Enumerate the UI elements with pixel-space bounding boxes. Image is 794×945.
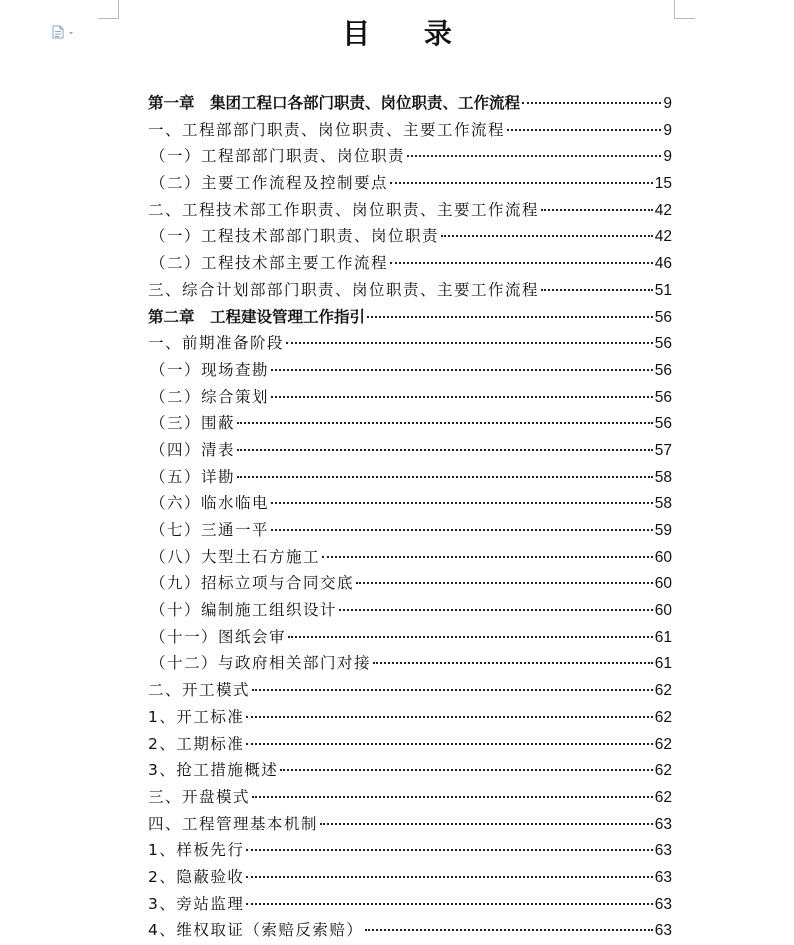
- toc-dot-leader: [271, 396, 653, 398]
- toc-entry[interactable]: [148, 277, 672, 304]
- toc-entry[interactable]: [148, 250, 672, 277]
- toc-entry-title: （五）详勘: [150, 467, 236, 486]
- toc-dot-leader: [246, 849, 652, 851]
- toc-page-number: 60: [654, 602, 672, 620]
- toc-entry-title: （十一）图纸会审: [150, 627, 287, 646]
- toc-entry-title: 三、综合计划部部门职责、岗位职责、主要工作流程: [148, 280, 540, 299]
- toc-entry[interactable]: [148, 117, 672, 144]
- toc-dot-leader: [367, 316, 653, 318]
- toc-entry-title: （一）工程技术部部门职责、岗位职责: [150, 227, 440, 246]
- toc-entry[interactable]: [148, 650, 672, 677]
- toc-dot-leader: [541, 209, 653, 211]
- toc-page-number: 51: [654, 281, 672, 299]
- toc-entry-title: 2、工期标准: [148, 734, 245, 753]
- toc-entry-title: （六）临水临电: [150, 494, 270, 513]
- toc-entry-title: （九）招标立项与合同交底: [150, 574, 355, 593]
- toc-page-number: 62: [654, 708, 672, 726]
- toc-entry[interactable]: [148, 384, 672, 411]
- toc-dot-leader: [286, 342, 653, 344]
- toc-entry-title: 1、开工标准: [148, 707, 245, 726]
- toc-page-number: 63: [654, 895, 672, 913]
- toc-entry-title: （二）综合策划: [150, 387, 270, 406]
- toc-entry[interactable]: [148, 784, 672, 811]
- toc-entry[interactable]: [148, 437, 672, 464]
- toc-entry[interactable]: [148, 304, 672, 331]
- toc-page-number: 63: [654, 868, 672, 886]
- toc-entry-title: （二）主要工作流程及控制要点: [150, 174, 389, 193]
- toc-entry-title: 三、开盘模式: [148, 787, 251, 806]
- toc-page-number: 63: [654, 842, 672, 860]
- toc-page-number: 46: [654, 255, 672, 273]
- toc-entry[interactable]: [148, 624, 672, 651]
- toc-entry[interactable]: [148, 544, 672, 571]
- toc-page-number: 9: [663, 121, 672, 139]
- toc-entry[interactable]: [148, 570, 672, 597]
- toc-entry[interactable]: [148, 357, 672, 384]
- toc-entry-title: 一、前期准备阶段: [148, 334, 285, 353]
- toc-page-number: 56: [654, 388, 672, 406]
- toc-page-number: 9: [663, 95, 672, 112]
- toc-entry[interactable]: [148, 597, 672, 624]
- toc-entry[interactable]: [148, 891, 672, 918]
- toc-entry[interactable]: [148, 197, 672, 224]
- toc-dot-leader: [407, 155, 661, 157]
- toc-entry-title: 四、工程管理基本机制: [148, 814, 319, 833]
- toc-entry[interactable]: [148, 704, 672, 731]
- toc-page-number: 58: [654, 495, 672, 513]
- toc-entry-title: （七）三通一平: [150, 521, 270, 539]
- toc-entry-title: （二）工程技术部主要工作流程: [150, 254, 389, 273]
- toc-page-number: 59: [654, 522, 672, 539]
- toc-dot-leader: [373, 662, 653, 664]
- toc-page-number: 60: [654, 575, 672, 593]
- toc-dot-leader: [507, 129, 661, 131]
- toc-entry-title: （三）围蔽: [150, 414, 236, 433]
- toc-page-number: 61: [654, 655, 672, 673]
- toc-entry[interactable]: [148, 410, 672, 437]
- toc-page-number: 15: [654, 175, 672, 193]
- toc-entry-title: （四）清表: [150, 440, 236, 459]
- toc-entry-title: 1、样板先行: [148, 841, 245, 860]
- toc-entry[interactable]: [148, 464, 672, 491]
- toc-entry-title: 4、维权取证（索赔反索赔）: [148, 921, 364, 940]
- toc-entry-title: 第二章 工程建设管理工作指引: [148, 306, 366, 326]
- toc-entry-title: （一）工程部部门职责、岗位职责: [150, 147, 406, 166]
- toc-page-number: 62: [654, 762, 672, 780]
- toc-dot-leader: [356, 582, 653, 584]
- toc-entry[interactable]: [148, 517, 672, 544]
- toc-entry[interactable]: [148, 490, 672, 517]
- toc-dot-leader: [237, 476, 653, 478]
- toc-entry[interactable]: [148, 864, 672, 891]
- toc-page-number: 62: [654, 682, 672, 700]
- toc-page-number: 42: [654, 201, 672, 219]
- toc-page-number: 62: [654, 788, 672, 806]
- toc-entry[interactable]: [148, 223, 672, 250]
- toc-entry-title: 3、旁站监理: [148, 894, 245, 913]
- toc-page-number: 56: [654, 335, 672, 353]
- toc-dot-leader: [246, 716, 652, 718]
- toc-entry-title: （八）大型土石方施工: [150, 547, 321, 566]
- toc-entry[interactable]: [148, 811, 672, 838]
- toc-entry-title: 2、隐蔽验收: [148, 867, 245, 886]
- toc-dot-leader: [246, 903, 652, 905]
- toc-entry-title: （十）编制施工组织设计: [150, 601, 338, 620]
- toc-entry[interactable]: [148, 143, 672, 170]
- toc-page-number: 62: [654, 735, 672, 753]
- toc-dot-leader: [441, 235, 653, 237]
- toc-entry[interactable]: [148, 757, 672, 784]
- toc-dot-leader: [541, 289, 653, 291]
- toc-page-number: 9: [663, 148, 672, 166]
- toc-dot-leader: [271, 502, 653, 504]
- toc-entry-title: 第一章 集团工程口各部门职责、岗位职责、工作流程: [148, 93, 521, 112]
- toc-page-number: 56: [654, 308, 672, 326]
- toc-dot-leader: [252, 689, 653, 691]
- toc-dot-leader: [271, 369, 653, 371]
- toc-entry[interactable]: [148, 677, 672, 704]
- toc-dot-leader: [390, 262, 653, 264]
- toc-dot-leader: [280, 769, 652, 771]
- toc-dot-leader: [237, 422, 653, 424]
- toc-dot-leader: [522, 102, 661, 104]
- toc-page-number: 56: [654, 415, 672, 433]
- toc-entry-title: 3、抢工措施概述: [148, 761, 279, 780]
- toc-page-number: 57: [654, 441, 672, 459]
- toc-page-number: 58: [654, 468, 672, 486]
- toc-dot-leader: [237, 449, 653, 451]
- toc-entry[interactable]: [148, 837, 672, 864]
- toc-entry[interactable]: [148, 330, 672, 357]
- toc-entry-title: 二、开工模式: [148, 681, 251, 700]
- toc-entry[interactable]: [148, 90, 672, 117]
- toc-dot-leader: [365, 929, 652, 931]
- toc-dot-leader: [322, 556, 653, 558]
- toc-dot-leader: [390, 182, 653, 184]
- toc-dot-leader: [246, 743, 652, 745]
- toc-dot-leader: [288, 636, 653, 638]
- toc-entry[interactable]: [148, 170, 672, 197]
- toc-dot-leader: [246, 876, 652, 878]
- toc-page-number: 63: [654, 815, 672, 833]
- toc-entry-title: 一、工程部部门职责、岗位职责、主要工作流程: [148, 120, 506, 139]
- toc-page-number: 42: [654, 228, 672, 246]
- toc-page-number: 56: [654, 361, 672, 379]
- toc-entry-title: （一）现场查勘: [150, 360, 270, 379]
- toc-page-number: 61: [654, 628, 672, 646]
- toc-page-number: 60: [654, 548, 672, 566]
- page-title: 目 录: [342, 17, 474, 50]
- toc-entry[interactable]: [148, 731, 672, 758]
- toc-dot-leader: [252, 796, 653, 798]
- table-of-contents: [148, 90, 672, 944]
- toc-entry-title: （十二）与政府相关部门对接: [150, 654, 372, 673]
- toc-dot-leader: [339, 609, 653, 611]
- toc-dot-leader: [320, 823, 653, 825]
- toc-dot-leader: [271, 529, 653, 531]
- toc-entry-title: 二、工程技术部工作职责、岗位职责、主要工作流程: [148, 200, 540, 219]
- toc-page-number: 63: [654, 922, 672, 940]
